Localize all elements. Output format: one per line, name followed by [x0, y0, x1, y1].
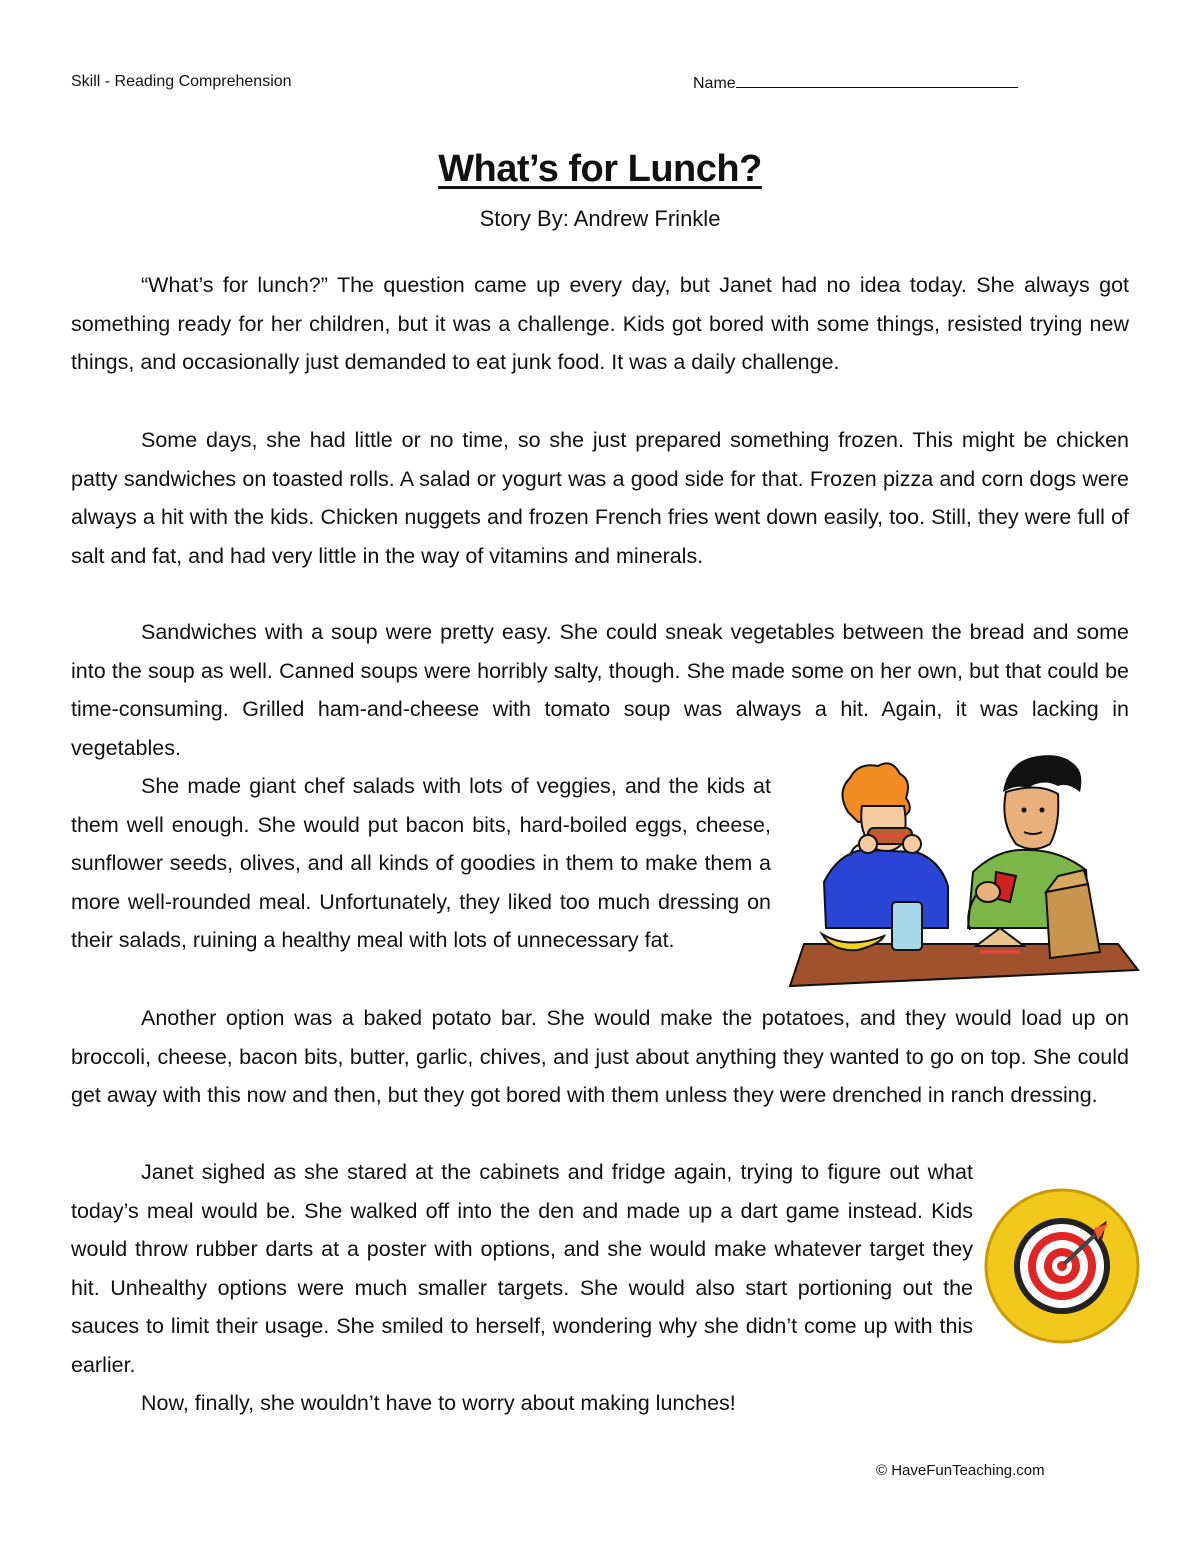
skill-label: Skill - Reading Comprehension	[71, 73, 292, 90]
copyright-footer: © HaveFunTeaching.com	[876, 1462, 1045, 1479]
paragraph-2: Some days, she had little or no time, so she just prepared something frozen. This might be chicken patty sandwiches on toasted rolls. A salad or yogurt was a good side for that. Frozen pizza and corn dogs were always a hit with the kids. Chicken nuggets and frozen French fries went down easily, too. Still, they were full of salt and fat, and had very little in the way of vitamins and minerals.	[71, 428, 1129, 568]
paragraph-3: Sandwiches with a soup were pretty easy. She could sneak vegetables between the bread and some into the soup as well. Canned soups were horribly salty, though. She made some on her own, but that could be time-consuming. Grilled ham-and-cheese with tomato soup was always a hit. Again, it was lacking in vegetables.	[71, 620, 1129, 760]
paragraph-5: Another option was a baked potato bar. She would make the potatoes, and they would load up on broccoli, cheese, bacon bits, butter, garlic, chives, and just about anything they wanted to go on top. She could get away with this now and then, but they got bored with them unless they were drenched in ranch dressing.	[71, 1006, 1129, 1108]
byline: Story By: Andrew Frinkle	[479, 206, 721, 231]
paragraph-4: She made giant chef salads with lots of veggies, and the kids at them well enough. She would put bacon bits, hard-boiled eggs, cheese, sunflower seeds, olives, and all kinds of goodies in them to make them a more well-rounded meal. Unfortunately, they liked too much dressing on their salads, ruining a healthy meal with lots of unnecessary fat.	[71, 774, 771, 953]
name-line[interactable]	[736, 73, 1018, 88]
dartboard-target-icon	[984, 1188, 1140, 1344]
name-field[interactable]	[693, 73, 1018, 93]
kids-eating-lunch-illustration	[788, 752, 1140, 992]
name-label: Name	[693, 75, 736, 92]
page-title: What’s for Lunch?	[438, 148, 762, 190]
paragraph-6: Janet sighed as she stared at the cabinets and fridge again, trying to figure out what today’s meal would be. She walked off into the den and made up a dart game instead. Kids would throw rubber darts at a poster with options, and she would make whatever target they hit. Unhealthy options were much smaller targets. She would also start portioning out the sauces to limit their usage. She smiled to herself, wondering why she didn’t come up with this earlier.	[71, 1160, 973, 1377]
paragraph-7: Now, finally, she wouldn’t have to worry about making lunches!	[141, 1391, 736, 1415]
paragraph-1: “What’s for lunch?” The question came up every day, but Janet had no idea today. She always got something ready for her children, but it was a challenge. Kids got bored with some things, resisted trying new things, and occasionally just demanded to eat junk food. It was a daily challenge.	[71, 273, 1129, 375]
